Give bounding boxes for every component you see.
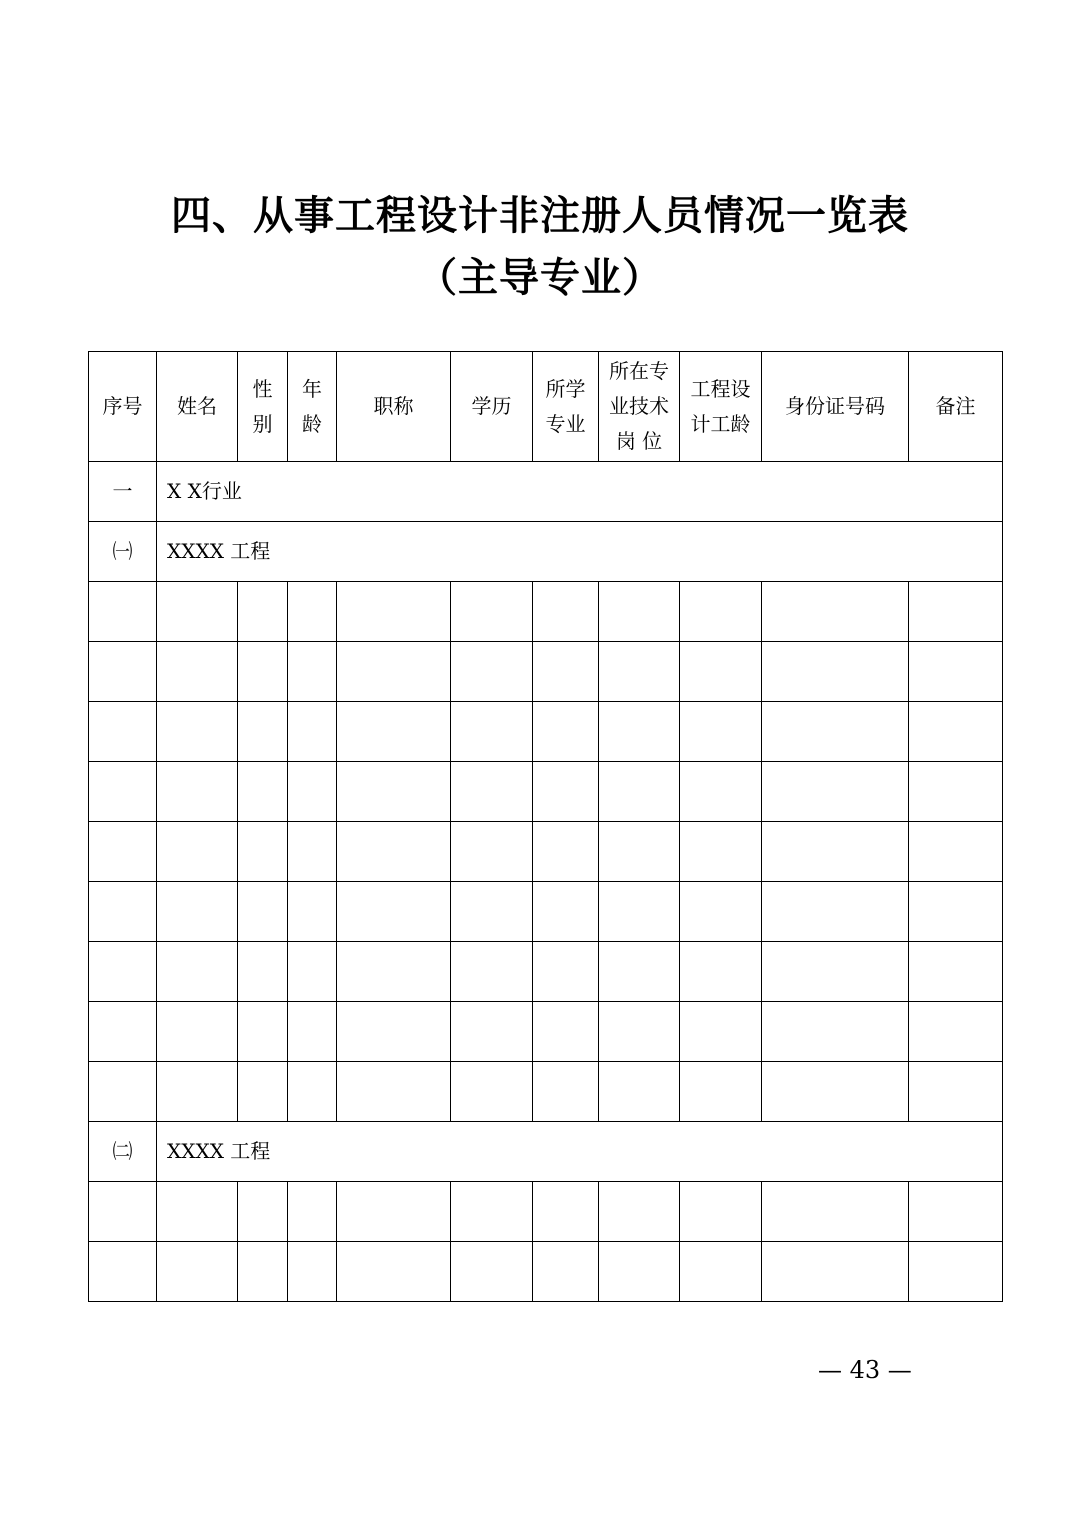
table-cell [762,1182,909,1242]
table-cell [337,1242,451,1302]
page-number: — 43 — [818,1356,912,1384]
table-cell [533,942,599,1002]
table-cell [533,882,599,942]
table-cell [451,642,533,702]
table-cell [337,642,451,702]
table-cell [451,1002,533,1062]
table-cell [680,1002,762,1062]
table-cell [288,702,337,762]
table-row [89,702,1003,762]
project-row [89,522,1003,582]
table-cell [89,942,157,1002]
page-title: 四、从事工程设计非注册人员情况一览表 [171,192,909,239]
project-seq: ㈠ [89,522,157,582]
table-cell [599,822,680,882]
table-cell [89,1242,157,1302]
table-cell [238,942,288,1002]
table-cell [680,882,762,942]
table-row [89,1062,1003,1122]
table-row [89,1242,1003,1302]
table-row [89,582,1003,642]
table-cell [238,882,288,942]
table-cell [533,1242,599,1302]
table-cell [337,1062,451,1122]
table-cell [238,1182,288,1242]
table-cell [157,1002,238,1062]
table-cell [238,642,288,702]
table-cell [157,1182,238,1242]
table-cell [451,882,533,942]
table-cell [909,1242,1003,1302]
table-cell [762,1242,909,1302]
page-subtitle: （主导专业） [417,254,663,301]
header-seq: 序号 [89,352,157,462]
table-cell [337,822,451,882]
table-cell [89,822,157,882]
table-cell [451,822,533,882]
header-remarks: 备注 [909,352,1003,462]
table-cell [909,1002,1003,1062]
table-cell [599,1182,680,1242]
table-cell [238,582,288,642]
table-cell [533,1062,599,1122]
table-cell [288,1002,337,1062]
table-cell [238,1062,288,1122]
table-cell [680,762,762,822]
table-cell [680,942,762,1002]
header-position: 所在专 业技术 岗 位 [599,352,680,462]
table-cell [533,642,599,702]
table-cell [599,942,680,1002]
table-cell [337,1182,451,1242]
table-cell [680,1182,762,1242]
table-cell [762,702,909,762]
table-row [89,762,1003,822]
table-cell [288,1062,337,1122]
table-cell [680,1242,762,1302]
table-cell [909,942,1003,1002]
table-cell [599,702,680,762]
table-cell [288,642,337,702]
table-cell [599,1002,680,1062]
table-cell [89,1062,157,1122]
table-row [89,942,1003,1002]
table-cell [599,642,680,702]
table-cell [909,582,1003,642]
table-cell [533,1182,599,1242]
table-header-row [89,352,1003,462]
table-cell [89,762,157,822]
table-cell [451,1242,533,1302]
project-seq: ㈡ [89,1122,157,1182]
table-cell [89,882,157,942]
table-cell [451,1182,533,1242]
table-cell [157,822,238,882]
table-row [89,882,1003,942]
table-cell [337,702,451,762]
table-cell [680,1062,762,1122]
table-cell [157,642,238,702]
table-cell [89,1182,157,1242]
table-cell [599,882,680,942]
table-cell [288,582,337,642]
table-cell [762,1062,909,1122]
table-row [89,1002,1003,1062]
table-cell [909,822,1003,882]
table-cell [533,822,599,882]
header-major: 所学 专业 [533,352,599,462]
table-cell [157,1062,238,1122]
table-cell [157,942,238,1002]
table-cell [288,942,337,1002]
table-cell [533,582,599,642]
table-cell [89,642,157,702]
table-cell [762,822,909,882]
table-cell [533,762,599,822]
table-row [89,1182,1003,1242]
table-cell [909,762,1003,822]
table-cell [238,1242,288,1302]
header-age: 年 龄 [288,352,337,462]
table-cell [451,702,533,762]
table-cell [599,762,680,822]
project-label: XXXX 工程 [157,522,1003,582]
industry-seq: 一 [89,462,157,522]
table-cell [909,642,1003,702]
table-cell [762,762,909,822]
table-row [89,822,1003,882]
table-cell [89,582,157,642]
table-cell [680,822,762,882]
table-cell [337,762,451,822]
table-cell [157,762,238,822]
table-cell [909,882,1003,942]
table-cell [451,942,533,1002]
table-cell [762,882,909,942]
table-cell [909,702,1003,762]
project-label: XXXX 工程 [157,1122,1003,1182]
table-cell [762,942,909,1002]
table-cell [680,582,762,642]
table-cell [89,1002,157,1062]
table-cell [337,942,451,1002]
table-cell [157,582,238,642]
table-cell [238,702,288,762]
table-cell [89,702,157,762]
table-cell [909,1182,1003,1242]
table-cell [238,822,288,882]
header-name: 姓名 [157,352,238,462]
table-cell [157,702,238,762]
table-cell [288,882,337,942]
table-cell [762,1002,909,1062]
table-cell [337,582,451,642]
header-id-number: 身份证号码 [762,352,909,462]
table-cell [762,582,909,642]
table-cell [451,582,533,642]
table-cell [238,1002,288,1062]
table-cell [762,642,909,702]
industry-row [89,462,1003,522]
table-cell [680,642,762,702]
table-row [89,642,1003,702]
table-cell [337,1002,451,1062]
table-cell [451,1062,533,1122]
table-cell [288,1182,337,1242]
table-cell [599,1242,680,1302]
header-title: 职称 [337,352,451,462]
table-cell [599,582,680,642]
table-cell [909,1062,1003,1122]
header-education: 学历 [451,352,533,462]
table-cell [157,1242,238,1302]
table-cell [288,762,337,822]
industry-label: X X行业 [157,462,1003,522]
project-row [89,1122,1003,1182]
table-cell [680,702,762,762]
personnel-table [88,351,1003,1302]
table-cell [599,1062,680,1122]
table-cell [451,762,533,822]
table-cell [288,1242,337,1302]
table-cell [238,762,288,822]
table-cell [288,822,337,882]
table-cell [533,702,599,762]
table-cell [157,882,238,942]
table-cell [337,882,451,942]
header-experience: 工程设 计工龄 [680,352,762,462]
header-gender: 性 别 [238,352,288,462]
table-cell [533,1002,599,1062]
